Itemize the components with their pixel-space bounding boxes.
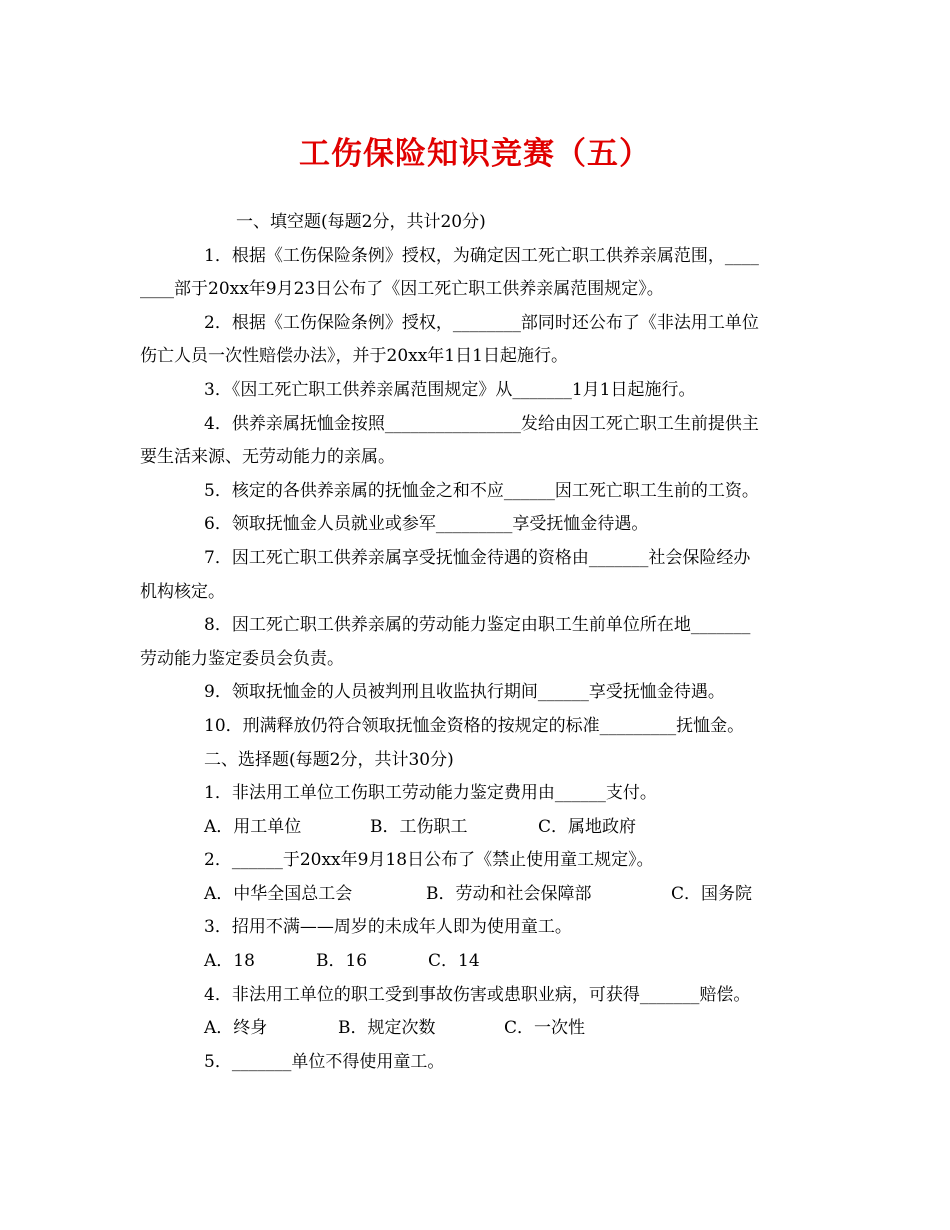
option-a: A．中华全国总工会 <box>204 883 353 904</box>
option-b: B．工伤职工 <box>370 816 468 837</box>
fill-question-1-line-2: ____部于20xx年9月23日公布了《因工死亡职工供养亲属范围规定》。 <box>140 279 664 300</box>
choice-question-1-options <box>140 811 812 845</box>
choice-question-5: 5．_______单位不得使用童工。 <box>204 1051 445 1072</box>
fill-question-9: 9．领取抚恤金的人员被判刑且收监执行期间______享受抚恤金待遇。 <box>204 682 725 703</box>
fill-question-8-line-2: 劳动能力鉴定委员会负责。 <box>140 648 344 669</box>
choice-question-4: 4．非法用工单位的职工受到事故伤害或患职业病，可获得_______赔偿。 <box>204 984 751 1005</box>
fill-question-4-line-1: 4．供养亲属抚恤金按照________________发给由因工死亡职工生前提供主 <box>204 413 759 434</box>
option-a: A．终身 <box>204 1018 268 1039</box>
choice-question-4-options <box>140 1012 812 1046</box>
choice-question-2: 2．______于20xx年9月18日公布了《禁止使用童工规定》。 <box>204 850 654 871</box>
fill-question-10: 10．刑满释放仍符合领取抚恤金资格的按规定的标准_________抚恤金。 <box>204 715 745 736</box>
option-c: C．14 <box>428 951 480 972</box>
fill-question-5: 5．核定的各供养亲属的抚恤金之和不应______因工死亡职工生前的工资。 <box>204 480 759 501</box>
choice-question-3-options <box>140 945 812 979</box>
fill-question-7-line-2: 机构核定。 <box>140 581 225 602</box>
fill-question-3: 3．《因工死亡职工供养亲属范围规定》从_______1月1日起施行。 <box>204 379 696 400</box>
choice-question-3: 3．招用不满——周岁的未成年人即为使用童工。 <box>204 917 572 938</box>
option-b: B．劳动和社会保障部 <box>426 883 592 904</box>
choice-question-2-options <box>140 878 812 912</box>
fill-question-7-line-1: 7．因工死亡职工供养亲属享受抚恤金待遇的资格由_______社会保险经办 <box>204 547 751 568</box>
section-1-heading: 一、填空题(每题2分，共计20分) <box>236 212 486 232</box>
choice-question-1: 1．非法用工单位工伤职工劳动能力鉴定费用由______支付。 <box>204 783 657 804</box>
document-title: 工伤保险知识竞赛（五） <box>299 136 651 172</box>
option-c: C．一次性 <box>504 1018 586 1039</box>
fill-question-2-line-1: 2．根据《工伤保险条例》授权，________部同时还公布了《非法用工单位 <box>204 312 759 333</box>
option-a: A．用工单位 <box>204 816 302 837</box>
document-body <box>140 206 812 1079</box>
fill-question-4-line-2: 要生活来源、无劳动能力的亲属。 <box>140 447 395 468</box>
fill-question-2-line-2: 伤亡人员一次性赔偿办法》，并于20xx年1日1日起施行。 <box>140 346 568 367</box>
option-b: B．16 <box>316 951 368 972</box>
option-a: A．18 <box>204 951 255 972</box>
option-c: C．属地政府 <box>538 816 637 837</box>
fill-question-8-line-1: 8．因工死亡职工供养亲属的劳动能力鉴定由职工生前单位所在地_______ <box>204 615 751 636</box>
fill-question-1-line-1: 1．根据《工伤保险条例》授权，为确定因工死亡职工供养亲属范围，____ <box>204 245 759 266</box>
section-2-heading: 二、选择题(每题2分，共计30分) <box>204 749 454 770</box>
option-c: C．国务院 <box>671 883 753 904</box>
fill-question-6: 6．领取抚恤金人员就业或参军_________享受抚恤金待遇。 <box>204 514 649 535</box>
option-b: B．规定次数 <box>338 1018 436 1039</box>
